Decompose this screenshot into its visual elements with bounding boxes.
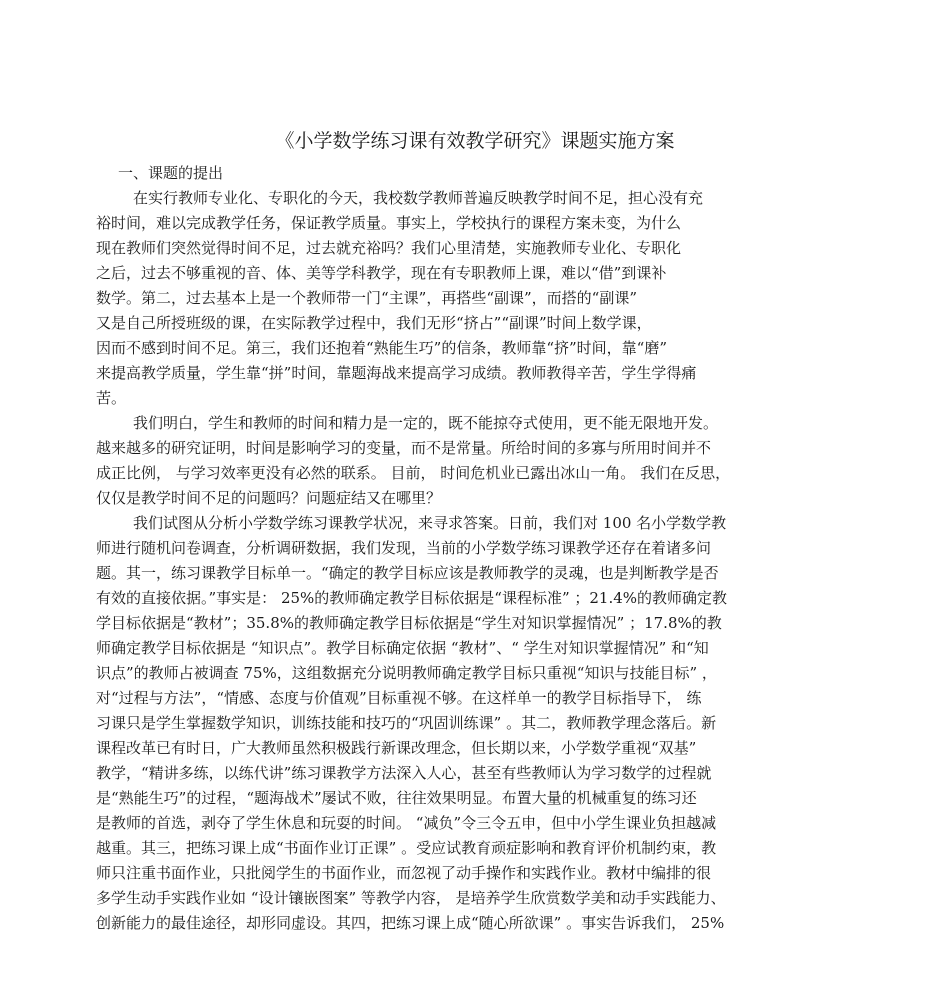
body-line: 题。其一，练习课教学目标单一。“确定的教学目标应该是教师教学的灵魂，也是判断教学是否 <box>96 564 719 582</box>
body-line: 越重。其三，把练习课上成“书面作业订正课” 。受应试教育顽症影响和教育评价机制约束，教 <box>96 839 717 857</box>
body-line: 因而不感到时间不足。第三，我们还抱着“熟能生巧”的信条，教师靠“挤”时间，靠“磨” <box>96 339 668 357</box>
body-line: 多学生动手实践作业如 “设计镶嵌图案” 等教学内容， 是培养学生欣赏数学美和动手实践能力、 <box>96 889 726 907</box>
body-line: 越来越多的研究证明，时间是影响学习的变量，而不是常量。所给时间的多寡与所用时间并不 <box>96 439 712 457</box>
body-line: 有效的直接依据。”事实是： 25%的教师确定教学目标依据是“课程标准” ；21.4%的教师确定教 <box>96 589 728 607</box>
body-line: 对“过程与方法”，“情感、态度与价值观”目标重视不够。在这样单一的教学目标指导下， 练 <box>96 689 702 707</box>
body-line: 是“熟能生巧”的过程，“题海战术”屡试不败，往往效果明显。布置大量的机械重复的练习还 <box>96 789 697 807</box>
body-line: 来提高教学质量，学生靠“拼”时间，靠题海战来提高学习成绩。教师教得辛苦，学生学得痛 <box>96 364 697 382</box>
body-line: 教学，“精讲多练，以练代讲”练习课教学方法深入人心，甚至有些教师认为学习数学的过程就 <box>96 764 712 782</box>
body-line: 习课只是学生掌握数学知识，训练技能和技巧的“巩固训练课” 。其二，教师教学理念落后。新 <box>96 714 717 732</box>
body-line: 学目标依据是“教材”；35.8%的教师确定教学目标依据是“学生对知识掌握情况” ；17.8%的教 <box>96 614 722 632</box>
body-line: 创新能力的最佳途径，却形同虚设。其四，把练习课上成“随心所欲课” 。事实告诉我们， 25% <box>96 914 725 932</box>
body-line: 师确定教学目标依据是 “知识点”。教学目标确定依据 “教材”、“ 学生对知识掌握情况” 和“知 <box>96 639 709 657</box>
body-line: 仅仅是教学时间不足的问题吗？问题症结又在哪里？ <box>96 489 442 507</box>
body-line: 我们试图从分析小学数学练习课教学状况，来寻求答案。日前，我们对 100 名小学数学教 <box>133 514 727 532</box>
body-line: 我们明白，学生和教师的时间和精力是一定的，既不能掠夺式使用，更不能无限地开发。 <box>133 414 719 432</box>
body-line: 在实行教师专业化、专职化的今天，我校数学教师普遍反映教学时间不足，担心没有充 <box>133 189 704 207</box>
body-line: 又是自己所授班级的课，在实际教学过程中，我们无形“挤占”“副课”时间上数学课， <box>96 314 652 332</box>
body-line: 苦。 <box>96 389 127 407</box>
body-line: 成正比例， 与学习效率更没有必然的联系。 目前， 时间危机业已露出冰山一角。 我们在反思， <box>96 464 731 482</box>
body-line: 师进行随机问卷调查，分析调研数据，我们发现，当前的小学数学练习课教学还存在着诸多问 <box>96 539 712 557</box>
body-line: 之后，过去不够重视的音、体、美等学科教学，现在有专职教师上课，难以“借”到课补 <box>96 264 667 282</box>
body-line: 课程改革已有时日，广大教师虽然积极践行新课改理念，但长期以来，小学数学重视“双基” <box>96 739 697 757</box>
body-line: 数学。第二，过去基本上是一个教师带一门“主课”，再搭些“副课”，而搭的“副课” <box>96 289 638 307</box>
body-line: 现在教师们突然觉得时间不足，过去就充裕吗？我们心里清楚，实施教师专业化、专职化 <box>96 239 682 257</box>
body-line: 师只注重书面作业，只批阅学生的书面作业，而忽视了动手操作和实践作业。教材中编排的很 <box>96 864 712 882</box>
document-title: 《小学数学练习课有效教学研究》课题实施方案 <box>275 130 675 152</box>
body-line: 裕时间，难以完成教学任务，保证教学质量。事实上，学校执行的课程方案未变，为什么 <box>96 214 682 232</box>
body-line: 识点”的教师占被调查 75%，这组数据充分说明教师确定教学目标只重视“知识与技能目标” ， <box>96 664 717 682</box>
body-line: 一、课题的提出 <box>118 164 224 182</box>
body-line: 是教师的首选，剥夺了学生休息和玩耍的时间。 “减负”令三令五申，但中小学生课业负担越减 <box>96 814 717 832</box>
